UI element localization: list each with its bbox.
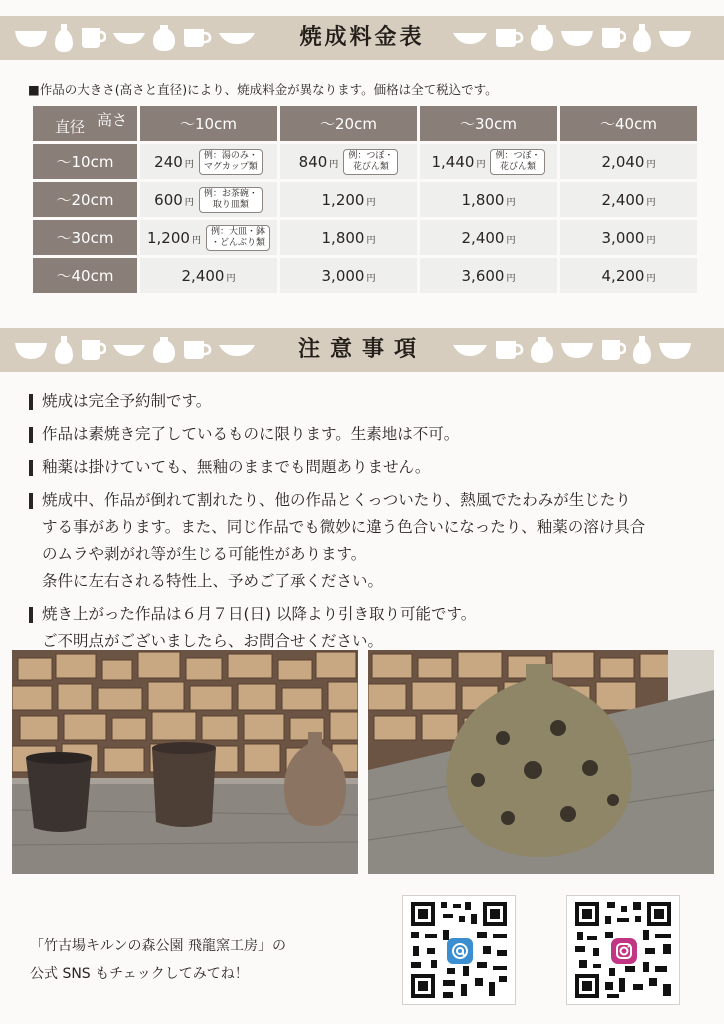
- price-number: 3,000: [601, 228, 645, 247]
- price-value: [182, 267, 236, 285]
- price-number: 1,200: [321, 190, 365, 209]
- note-item: [28, 487, 708, 595]
- price-value: [602, 229, 656, 247]
- bullet-bar-icon: [29, 493, 33, 509]
- bullet-bar-icon: [29, 607, 33, 623]
- yen-unit: 円: [646, 159, 656, 170]
- mug-icon: [494, 27, 524, 49]
- price-number: 1,800: [461, 190, 505, 209]
- cup-icon: [600, 26, 626, 50]
- yen-unit: 円: [184, 197, 194, 208]
- sake-bottle-icon: [632, 23, 652, 53]
- price-value: [462, 229, 516, 247]
- column-header: 〜10cm: [140, 106, 277, 141]
- yen-unit: 円: [646, 235, 656, 246]
- price-number: 600: [154, 190, 183, 209]
- example-tag: 例：大皿・鉢 ・どんぶり類: [206, 225, 270, 251]
- yen-unit: 円: [506, 235, 516, 246]
- price-cell: [140, 258, 277, 293]
- note-text: 釉薬は掛けていても、無釉のままでも問題ありません。: [42, 458, 431, 476]
- price-number: 1,800: [321, 228, 365, 247]
- table-corner-cell: [33, 106, 137, 141]
- bowl-icon: [560, 340, 594, 360]
- column-header: 〜40cm: [560, 106, 697, 141]
- bullet-bar-icon: [29, 427, 33, 443]
- column-header: 〜20cm: [280, 106, 417, 141]
- sns-message-line: 公式 SNS もチェックしてみてね！: [30, 966, 249, 982]
- example-tag: 例：つぼ・ 花びん類: [343, 149, 398, 175]
- vase-icon: [530, 24, 554, 52]
- price-cell: [420, 182, 557, 217]
- price-number: 1,440: [431, 152, 475, 171]
- pottery-photo-cups: [12, 650, 358, 874]
- height-axis-label: 高さ: [96, 111, 127, 129]
- example-tag: 例：湯のみ・ マグカップ類: [199, 149, 263, 175]
- price-value: [322, 229, 376, 247]
- note-text: する事があります。また、同じ作品でも微妙に違う色合いになったり、釉薬の溶け具合: [42, 518, 646, 536]
- price-cell: [280, 258, 417, 293]
- bowl-icon: [560, 28, 594, 48]
- bowl-icon: [658, 27, 692, 49]
- vase-icon: [530, 336, 554, 364]
- note-text: 焼成中、作品が倒れて割れたり、他の作品とくっついたり、熱風でたわみが生じたり: [42, 491, 631, 509]
- example-tag: 例：お茶碗・ 取り皿類: [199, 187, 263, 213]
- at-mark-icon: [447, 938, 473, 964]
- note-item: [28, 388, 708, 415]
- price-value: [462, 191, 516, 209]
- yen-unit: 円: [506, 197, 516, 208]
- note-text: ご不明点がございましたら、お問合せください。: [42, 632, 384, 650]
- note-item: [28, 454, 708, 481]
- diameter-axis-label: 直径: [55, 118, 86, 136]
- row-header: 〜10cm: [33, 144, 137, 179]
- yen-unit: 円: [329, 159, 339, 170]
- price-value: [432, 153, 486, 171]
- price-cell: [140, 220, 277, 255]
- row-header: 〜20cm: [33, 182, 137, 217]
- pottery-decoration-right: [452, 24, 692, 52]
- column-header: 〜30cm: [420, 106, 557, 141]
- price-value: [602, 267, 656, 285]
- pottery-photo-vase: [368, 650, 714, 874]
- pottery-decoration-right: [452, 336, 692, 364]
- price-value: [602, 191, 656, 209]
- notes-list: [28, 388, 708, 661]
- price-value: [154, 191, 194, 209]
- table-row: [33, 144, 697, 179]
- price-cell: [560, 144, 697, 179]
- plate-icon: [452, 30, 488, 46]
- note-item: [28, 421, 708, 448]
- price-number: 2,400: [601, 190, 645, 209]
- plate-icon: [452, 342, 488, 358]
- price-table-title: 焼成料金表: [299, 25, 425, 50]
- table-row: [33, 182, 697, 217]
- note-text: のムラや剥がれ等が生じる可能性があります。: [42, 545, 367, 563]
- price-value: [154, 153, 194, 171]
- table-header-row: [33, 106, 697, 141]
- qr-code-instagram[interactable]: [566, 895, 680, 1005]
- price-table: [30, 103, 700, 296]
- price-cell: [560, 220, 697, 255]
- price-cell: [420, 258, 557, 293]
- note-item: [28, 601, 708, 655]
- price-number: 2,400: [461, 228, 505, 247]
- table-row: [33, 258, 697, 293]
- row-header: 〜40cm: [33, 258, 137, 293]
- notes-banner: [0, 328, 724, 372]
- price-note: ■作品の大きさ(高さと直径)により、焼成料金が異なります。価格は全て税込です。: [28, 82, 498, 97]
- yen-unit: 円: [646, 197, 656, 208]
- sns-message-line: 「竹古場キルンの森公園 飛龍窯工房」の: [30, 938, 286, 954]
- price-number: 240: [154, 152, 183, 171]
- price-cell: [280, 220, 417, 255]
- price-cell: [280, 182, 417, 217]
- note-text: 作品は素焼き完了しているものに限ります。生素地は不可。: [42, 425, 460, 443]
- note-text: 焼成は完全予約制です。: [42, 392, 212, 410]
- price-value: [299, 153, 339, 171]
- price-number: 2,040: [601, 152, 645, 171]
- price-value: [322, 191, 376, 209]
- qr-code-website[interactable]: [402, 895, 516, 1005]
- price-banner: [0, 16, 724, 60]
- price-number: 840: [298, 152, 328, 171]
- price-number: 2,400: [181, 266, 225, 285]
- price-cell: [140, 144, 277, 179]
- note-text: 焼き上がった作品は６月７日(日) 以降より引き取り可能です。: [42, 605, 477, 623]
- bowl-icon: [658, 339, 692, 361]
- yen-unit: 円: [366, 197, 376, 208]
- instagram-icon: [611, 938, 637, 964]
- price-cell: [420, 220, 557, 255]
- sake-bottle-icon: [632, 335, 652, 365]
- note-text: 条件に左右される特性上、予めご了承ください。: [42, 572, 384, 590]
- yen-unit: 円: [646, 273, 656, 284]
- sns-message: [30, 932, 286, 988]
- bullet-bar-icon: [29, 394, 33, 410]
- yen-unit: 円: [476, 159, 486, 170]
- price-number: 1,200: [147, 228, 190, 247]
- price-value: [147, 229, 201, 247]
- price-cell: [560, 182, 697, 217]
- price-value: [462, 267, 516, 285]
- yen-unit: 円: [191, 235, 201, 246]
- table-row: [33, 220, 697, 255]
- yen-unit: 円: [366, 235, 376, 246]
- price-number: 3,600: [461, 266, 505, 285]
- yen-unit: 円: [184, 159, 194, 170]
- mug-icon: [494, 339, 524, 361]
- price-value: [322, 267, 376, 285]
- yen-unit: 円: [366, 273, 376, 284]
- price-cell: [140, 182, 277, 217]
- row-header: 〜30cm: [33, 220, 137, 255]
- bullet-bar-icon: [29, 460, 33, 476]
- price-cell: [420, 144, 557, 179]
- yen-unit: 円: [506, 273, 516, 284]
- cup-icon: [600, 338, 626, 362]
- notes-title: 注意事項: [297, 337, 426, 362]
- price-cell: [560, 258, 697, 293]
- price-number: 4,200: [601, 266, 645, 285]
- price-cell: [280, 144, 417, 179]
- yen-unit: 円: [226, 273, 236, 284]
- example-tag: 例：つぼ・ 花びん類: [490, 149, 545, 175]
- price-number: 3,000: [321, 266, 365, 285]
- price-value: [602, 153, 656, 171]
